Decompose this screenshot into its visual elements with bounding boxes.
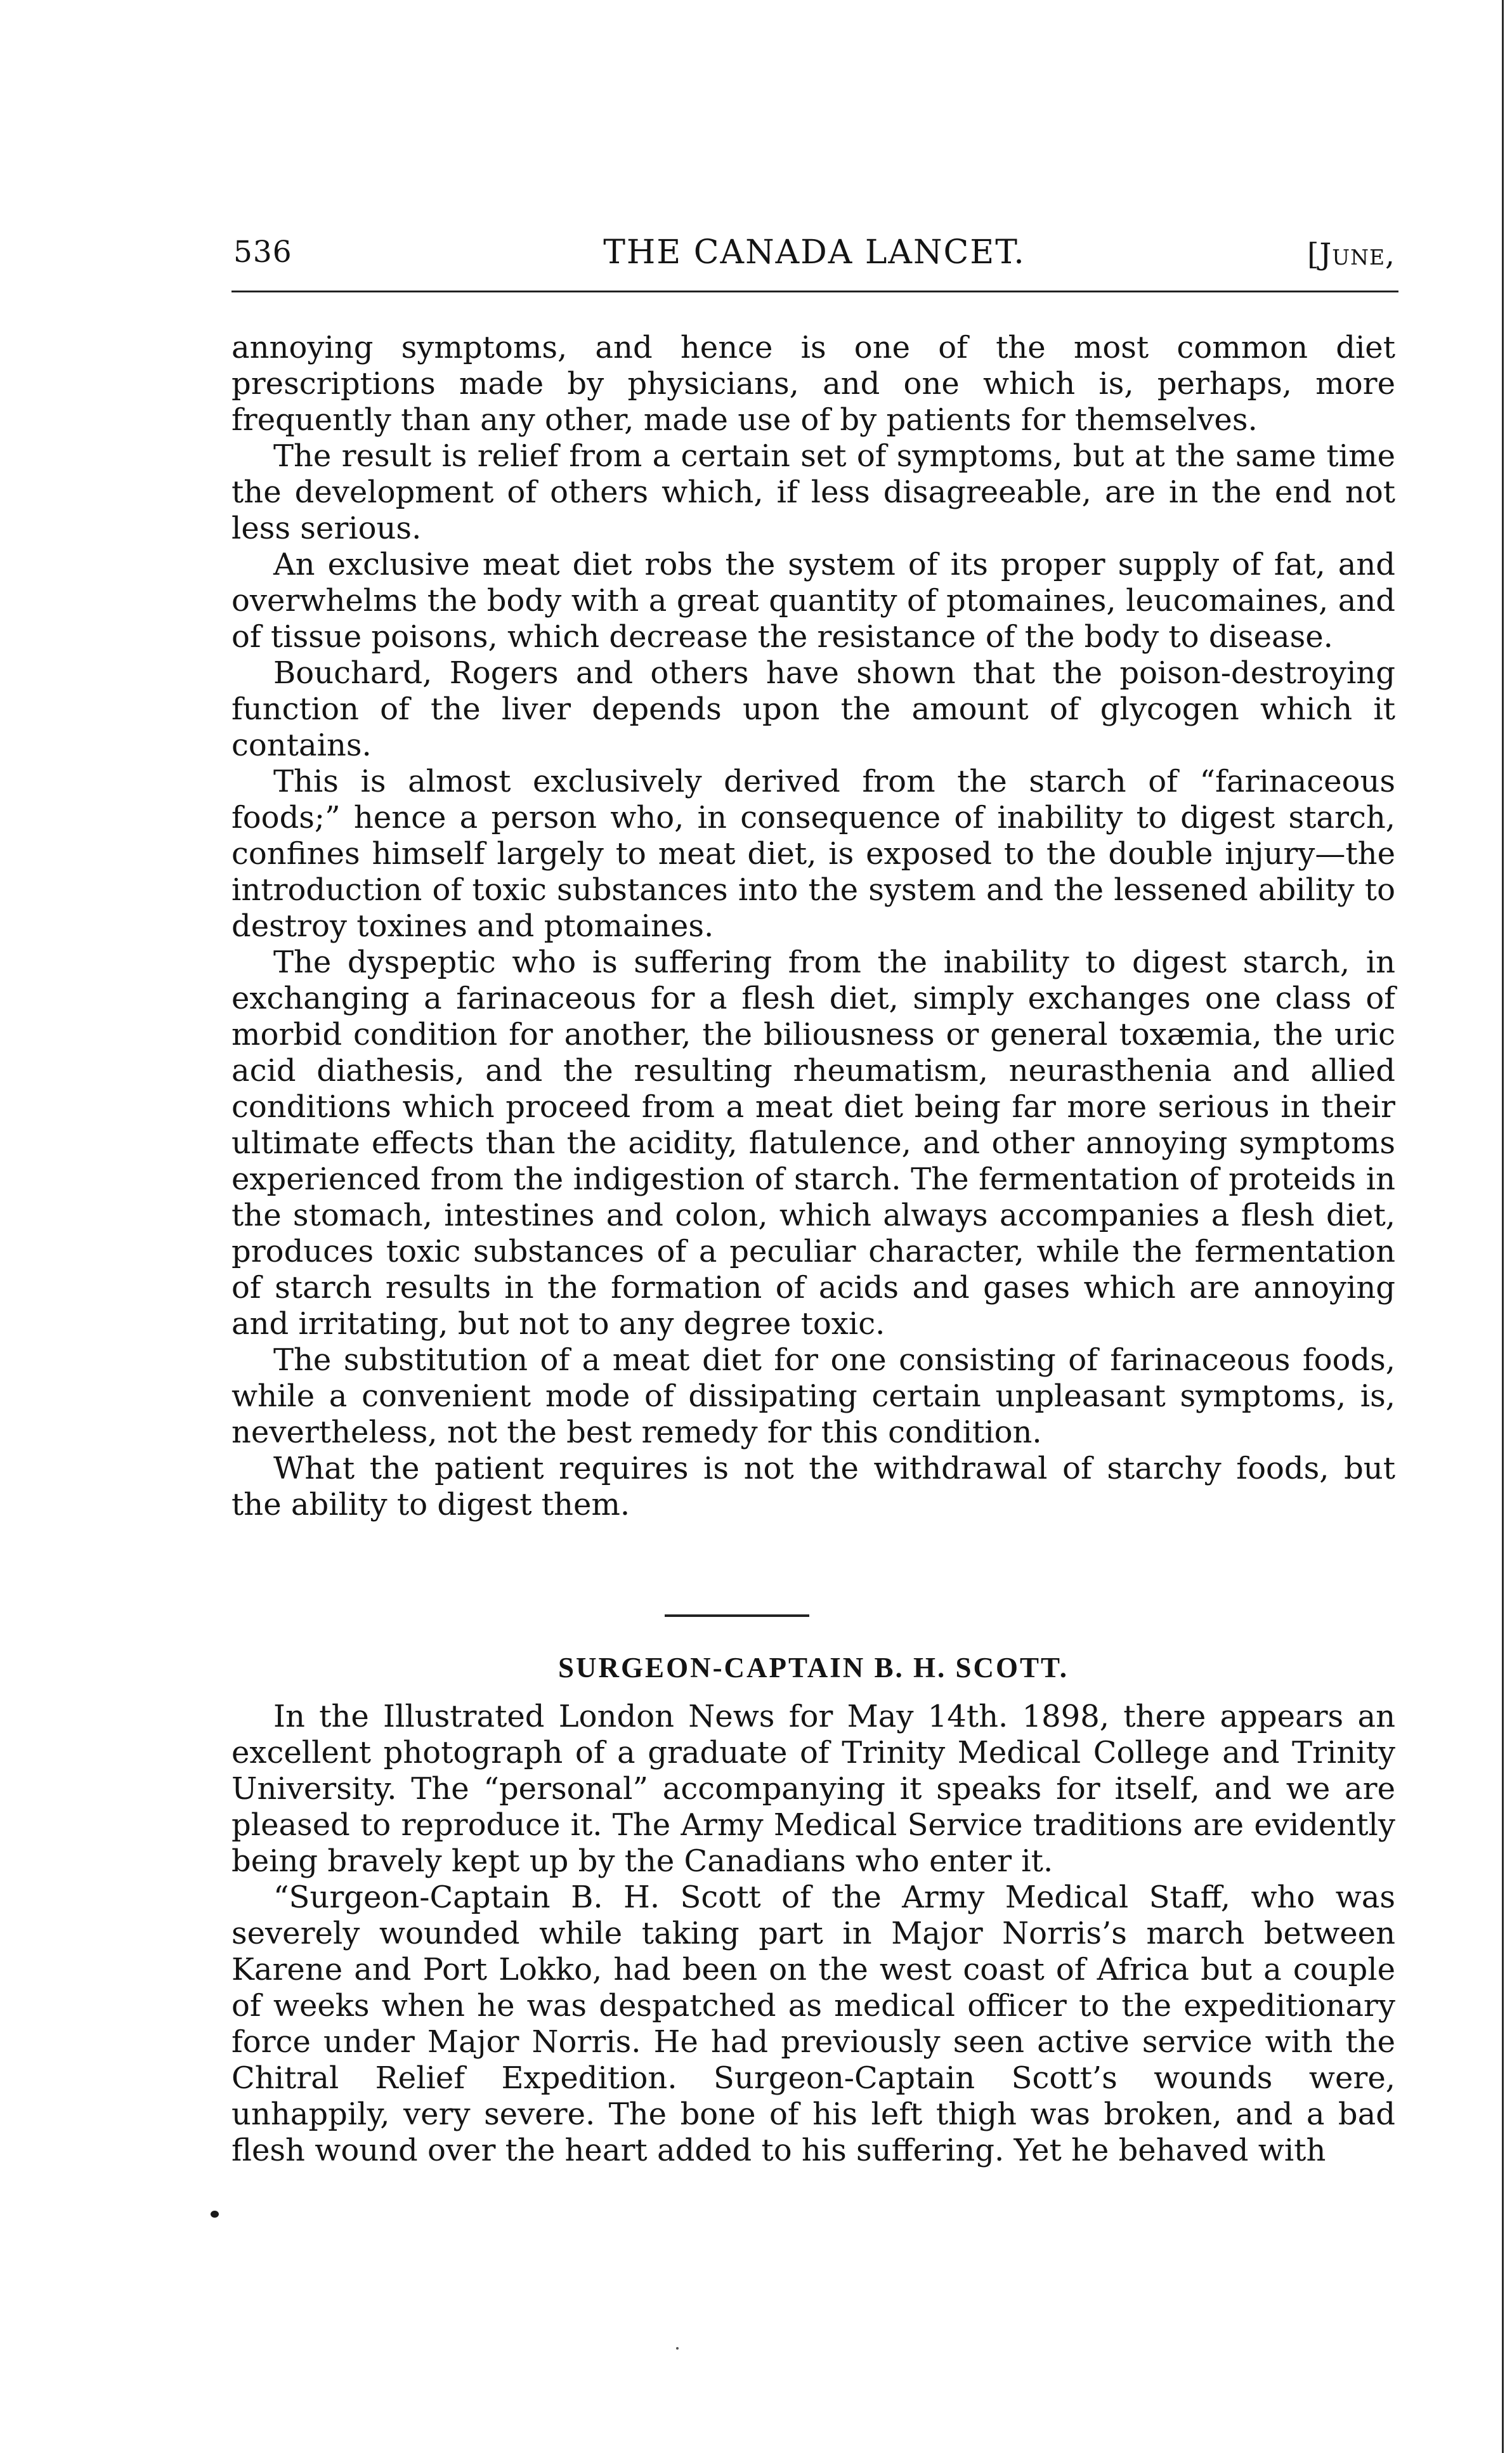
paragraph: In the Illustrated London News for May 14th. 1898, there appears an excellent photograph of a graduate of Trinity Medical College and Trinity University. The “personal” accompanying it speaks for itself, and we are pleased to reproduce it. The Army Medical Service traditions are evidently being bravely kept up by the Canadians who enter it. bbox=[231, 1699, 1395, 1879]
paragraph: The dyspeptic who is suffering from the inability to digest starch, in exchanging a farinaceous for a flesh diet, simply exchanges one class of morbid condition for another, the biliousness or general toxæmia, the uric acid diathesis, and the resulting rheumatism, neurasthenia and allied conditions which proceed from a meat diet being far more serious in their ultimate effects than the acidity, flatulence, and other annoying symptoms experienced from the indigestion of starch. The fermentation of proteids in the stomach, intestines and colon, which always accompanies a flesh diet, produces toxic substances of a peculiar character, while the fermentation of starch results in the formation of acids and gases which are annoying and irritating, but not to any degree toxic. bbox=[231, 945, 1395, 1342]
journal-title: THE CANADA LANCET. bbox=[603, 233, 1026, 271]
paragraph: This is almost exclusively derived from the starch of “farinaceous foods;” hence a person who, in consequence of inability to digest starch, confines himself largely to meat diet, is exposed to the double injury—the introduction of toxic substances into the system and the lessened ability to destroy toxines and ptomaines. bbox=[231, 764, 1395, 944]
issue-month: [June, bbox=[1307, 237, 1395, 272]
paragraph: The result is relief from a certain set of symptoms, but at the same time the development of others which, if less disagreeable, are in the end not less serious. bbox=[231, 438, 1395, 546]
paragraph: The substitution of a meat diet for one consisting of farinaceous foods, while a convenient mode of dissipating certain unpleasant symptoms, is, nevertheless, not the best remedy for this condition. bbox=[231, 1342, 1395, 1450]
paragraph: “Surgeon-Captain B. H. Scott of the Army Medical Staff, who was severely wounded while taking part in Major Norris’s march between Karene and Port Lokko, had been on the west coast of Africa but a couple of weeks when he was despatched as medical officer to the expeditionary force under Major Norris. He had previously seen active service with the Chitral Relief Expedition. Surgeon-Captain Scott’s wounds were, unhappily, very severe. The bone of his left thigh was broken, and a bad flesh wound over the heart added to his suffering. Yet he behaved with bbox=[231, 1880, 1395, 2168]
paragraph: Bouchard, Rogers and others have shown that the poison-destroying function of the liver depends upon the amount of glycogen which it contains. bbox=[231, 655, 1395, 763]
paragraph: annoying symptoms, and hence is one of the most common diet prescriptions made by physicians, and one which is, perhaps, more frequently than any other, made use of by patients for themselves. bbox=[231, 330, 1395, 438]
paper-speck bbox=[676, 2347, 679, 2350]
article-continued bbox=[231, 330, 1395, 1523]
scott-article bbox=[231, 1699, 1395, 2169]
section-heading: SURGEON-CAPTAIN B. H. SCOTT. bbox=[558, 1652, 1069, 1684]
page-edge bbox=[1502, 0, 1504, 2453]
page-number: 536 bbox=[233, 235, 292, 270]
section-divider bbox=[665, 1614, 809, 1617]
margin-ink-mark bbox=[211, 2211, 219, 2218]
header-rule bbox=[231, 291, 1398, 292]
paragraph: What the patient requires is not the withdrawal of starchy foods, but the ability to digest them. bbox=[231, 1451, 1395, 1522]
running-header bbox=[233, 228, 1395, 285]
paragraph: An exclusive meat diet robs the system of its proper supply of fat, and overwhelms the body with a great quantity of ptomaines, leucomaines, and of tissue poisons, which decrease the resistance of the body to disease. bbox=[231, 547, 1395, 655]
